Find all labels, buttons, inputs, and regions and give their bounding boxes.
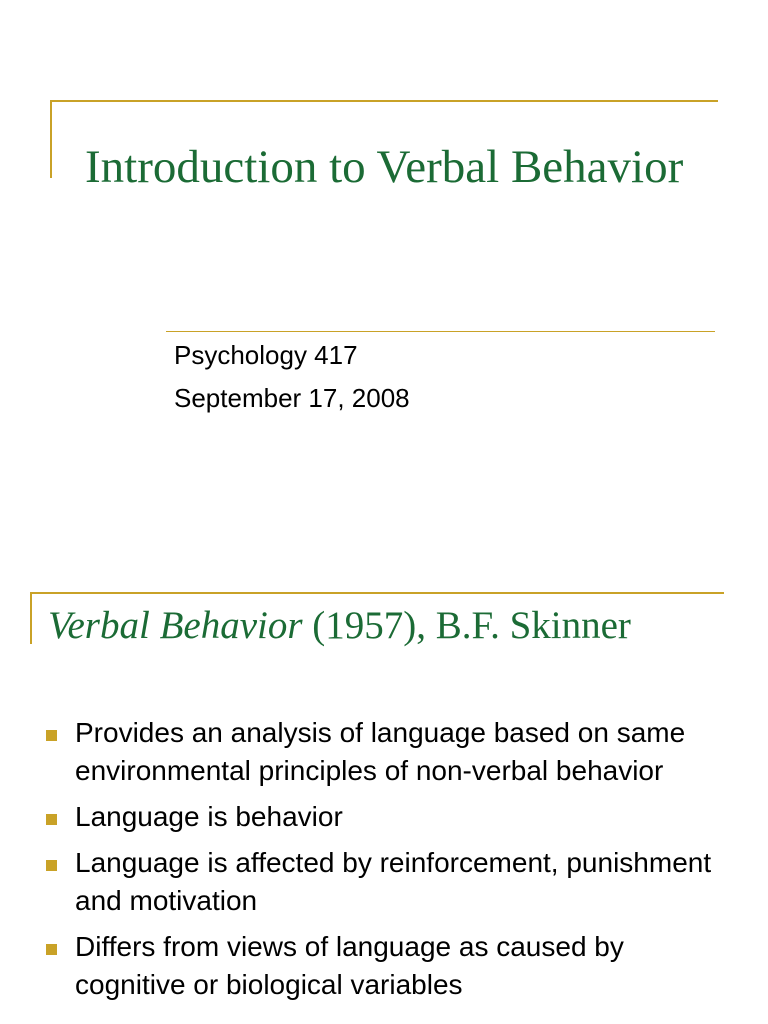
book-title: Verbal Behavior — [48, 604, 303, 647]
slide1-top-rule — [50, 100, 718, 102]
bullet-item — [46, 844, 726, 920]
lecture-date: September 17, 2008 — [174, 383, 410, 413]
square-bullet-icon — [46, 944, 57, 955]
slide2-left-rule — [30, 592, 32, 644]
square-bullet-icon — [46, 860, 57, 871]
bullet-text: Language is affected by reinforcement, punishment and motivation — [75, 847, 712, 916]
slide2-title — [48, 600, 748, 652]
bullet-item — [46, 798, 726, 836]
square-bullet-icon — [46, 730, 57, 741]
slide2-top-rule — [30, 592, 724, 594]
bullet-text: Provides an analysis of language based on same environmental principles of non-verbal behavior — [75, 717, 686, 786]
bullet-text: Differs from views of language as caused by cognitive or biological variables — [75, 931, 624, 1000]
bullet-text: Language is behavior — [75, 801, 343, 832]
slide1-title: Introduction to Verbal Behavior — [85, 141, 684, 193]
bullet-item — [46, 928, 726, 1004]
slide2-title-rest: (1957), B.F. Skinner — [302, 604, 631, 647]
square-bullet-icon — [46, 814, 57, 825]
bullet-item — [46, 714, 726, 790]
slide1-subtitle-rule — [166, 331, 715, 332]
bullet-list — [46, 714, 726, 1012]
course-name: Psychology 417 — [174, 340, 358, 370]
slide1-left-rule — [50, 100, 52, 178]
